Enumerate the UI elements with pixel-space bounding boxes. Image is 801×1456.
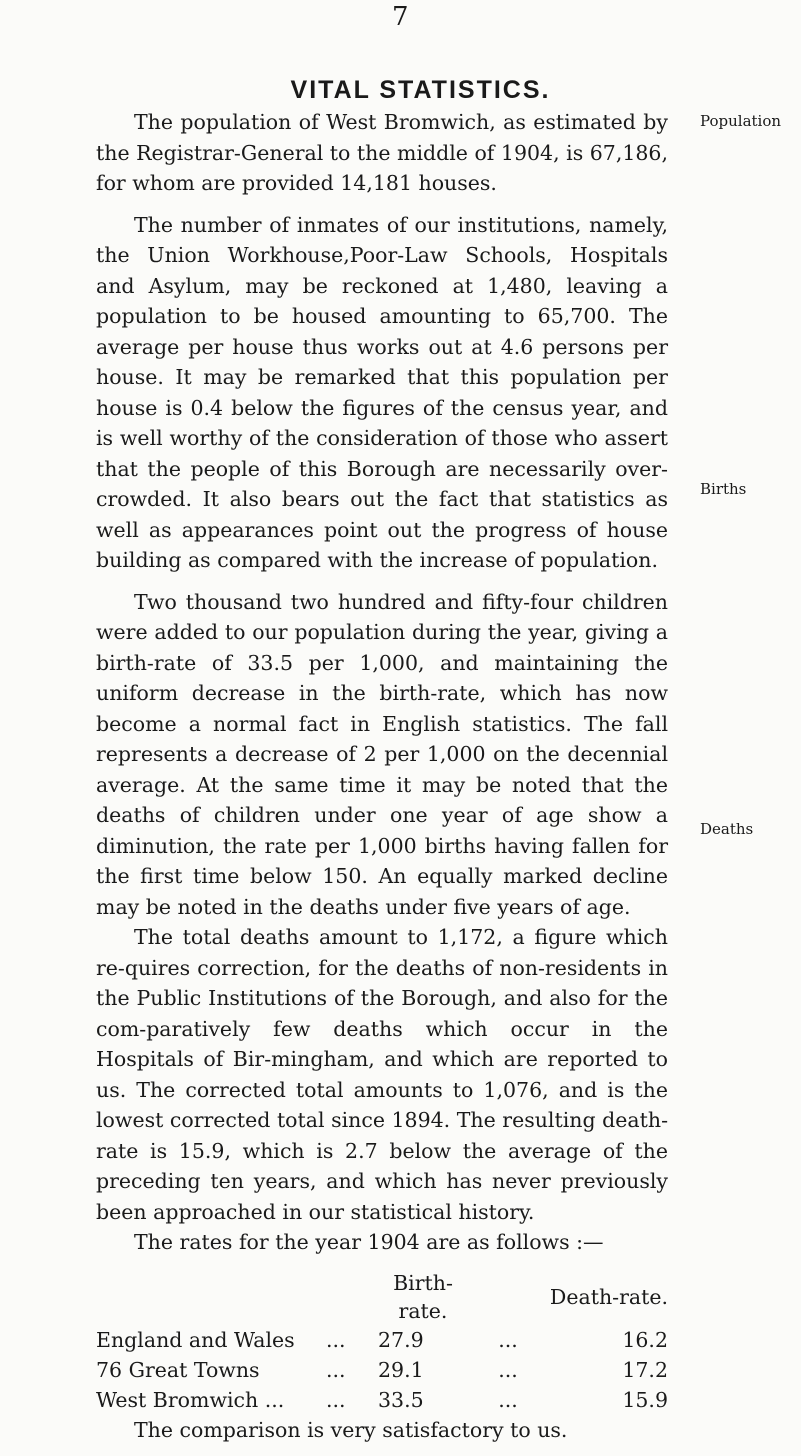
page-number: 7 [392,2,409,32]
row-place: England and Wales [96,1327,295,1352]
table-row [96,1325,668,1355]
row-place: West Bromwich ... [96,1387,285,1412]
row-birth-rate: 29.1 [378,1357,424,1382]
rates-table-header [96,1269,668,1325]
birth-rate-header: Birth-rate. [393,1270,453,1323]
row-birth-rate: 27.9 [378,1327,424,1352]
page-title: VITAL STATISTICS. [290,76,551,104]
table-row [96,1385,668,1415]
margin-note-population: Population [700,112,782,130]
paragraph-housing: The number of inmates of our institutions, namely, the Union Workhouse,Poor-Law Schools, Hospitals and Asylum, may be reckoned at 1,480, leaving a population to be housed amounting to 65,700. The average per house thus works out at 4.6 persons per house. It may be remarked that this population per house is 0.4 below the figures of the census year, and is well worthy of the consideration of those who assert that the people of this Borough are necessarily over-crowded. It also bears out the fact that statistics as well as appearances point out the progress of house building as compared with the increase of population. [96,212,668,572]
rates-intro: The rates for the year 1904 are as follows :— [134,1230,604,1254]
paragraph-births: Two thousand two hundred and fifty-four children were added to our population during the year, giving a birth-rate of 33.5 per 1,000, and maintaining the uniform decrease in the birth-rate, which has now become a normal fact in English statistics. The fall represents a decrease of 2 per 1,000 on the decennial average. At the same time it may be noted that the deaths of children under one year of age show a diminution, the rate per 1,000 births having fallen for the first time below 150. An equally marked decline may be noted in the deaths under five years of age. [96,589,668,919]
body-text [96,107,668,1456]
row-leader: ... [326,1387,346,1412]
row-birth-rate: 33.5 [378,1387,424,1412]
row-death-rate: 15.9 [622,1387,668,1412]
row-leader: ... [498,1387,518,1412]
row-leader: ... [498,1327,518,1352]
rates-table [96,1269,668,1415]
margin-note-births: Births [700,480,747,498]
row-leader: ... [326,1357,346,1382]
paragraph-population: The population of West Bromwich, as estimated by the Registrar-General to the middle of 1904, is 67,186, for whom are provided 14,181 houses. [96,110,668,195]
margin-note-deaths: Deaths [700,820,754,838]
row-death-rate: 17.2 [622,1357,668,1382]
row-leader: ... [326,1327,346,1352]
death-rate-header: Death-rate. [549,1284,668,1309]
row-leader: ... [498,1357,518,1382]
table-row [96,1355,668,1385]
closing-sentence: The comparison is very satisfactory to us. [134,1417,568,1442]
paragraph-deaths: The total deaths amount to 1,172, a figure which re-quires correction, for the deaths of non-residents in the Public Institutions of the Borough, and also for the com-paratively few deaths which occur in the Hospitals of Bir-mingham, and which are reported to us. The corrected total amounts to 1,076, and is the lowest corrected total since 1894. The resulting death-rate is 15.9, which is 2.7 below the average of the preceding ten years, and which has never previously been approached in our statistical history. [96,925,668,1224]
row-place: 76 Great Towns [96,1357,260,1382]
row-death-rate: 16.2 [622,1327,668,1352]
